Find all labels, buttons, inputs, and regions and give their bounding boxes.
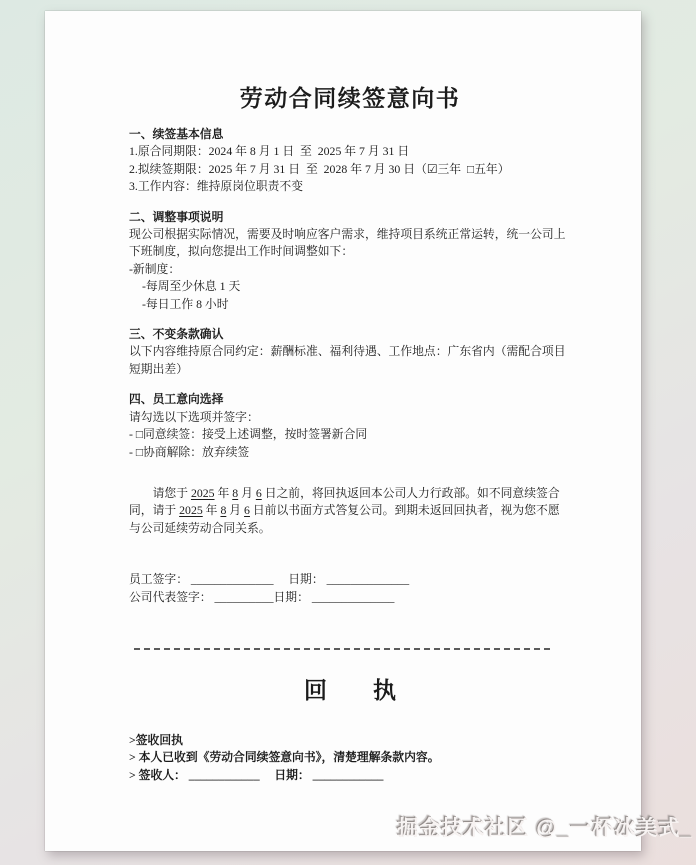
option-negotiate-terminate-line [129, 444, 571, 461]
text-segment: 6 [244, 503, 250, 518]
text-segment: 年 [214, 485, 233, 500]
signature-block [129, 571, 571, 606]
choice-instruction-line: 请勾选以下选项并签字： [129, 409, 259, 424]
text-segment: 月 [238, 485, 256, 500]
text-segment: 2025 [179, 503, 203, 518]
receipt-sign-heading: >签收回执 [129, 732, 183, 747]
document-content [129, 11, 571, 784]
receipt-title: 回 执 [304, 676, 396, 703]
section-adjustments-heading: 二、调整事项说明 [129, 209, 224, 224]
text-segment: 同意续签：接受上述调整，按时签署新合同 [143, 427, 368, 442]
section-employee-choice [129, 391, 571, 461]
text-segment: - [129, 444, 136, 459]
document-page [45, 11, 641, 851]
work-content-line: 3.工作内容：维持原岗位职责不变 [129, 179, 304, 194]
text-segment: - [129, 427, 136, 442]
text-segment: 日之前，将回执返回本公司人力行政部。如不同意续签合同，请于 [129, 485, 560, 518]
section-unchanged-terms [129, 326, 571, 378]
text-segment: 日前以书面方式答复公司。到期未返回回执者，视为您不愿与公司延续劳动合同关系。 [129, 503, 560, 535]
adjustments-paragraph: 现公司根据实际情况，需要及时响应客户需求，维持项目系统正常运转，统一公司上下班制度，拟向您提出工作时间调整如下： [129, 227, 566, 259]
work-hours-item: -每日工作 8 小时 [142, 296, 229, 311]
checkbox-agree-renew-icon: □ [135, 427, 144, 442]
employee-signature-line: 员工签字： ______________ 日期： ______________ [129, 572, 410, 587]
checkbox-three-year-checked-icon: ☑ [426, 161, 438, 176]
text-segment: 协商解除：放弃续签 [143, 444, 250, 459]
receipt-block [129, 732, 571, 784]
unchanged-terms-paragraph: 以下内容维持原合同约定：薪酬标准、福利待遇、工作地点：广东省内（需配合项目短期出差） [129, 344, 566, 376]
text-segment: 五年） [474, 161, 510, 176]
community-watermark: 掘金技术社区 @_一杯冰美式_ [397, 817, 693, 840]
text-segment: 8 [220, 503, 227, 518]
text-segment: 2.拟续签期限：2025 年 7 月 31 日 至 2028 年 7 月 30 日（ [129, 161, 427, 176]
rest-day-item: -每周至少休息 1 天 [142, 279, 241, 294]
new-policy-label: -新制度： [129, 261, 181, 276]
receipt-acknowledge-line: > 本人已收到《劳动合同续签意向书》，清楚理解条款内容。 [129, 750, 440, 765]
section-basic-heading: 一、续签基本信息 [129, 127, 224, 141]
text-segment: 月 [226, 503, 245, 518]
checkbox-negotiate-terminate-icon: □ [135, 444, 144, 459]
original-contract-term-line: 1.原合同期限：2024 年 8 月 1 日 至 2025 年 7 月 31 日 [129, 144, 410, 159]
section-adjustments [129, 209, 571, 313]
text-segment: 请您于 [152, 485, 191, 500]
option-agree-renew-line [129, 426, 571, 443]
document-title: 劳动合同续签意向书 [239, 85, 461, 111]
text-segment: 2025 [190, 485, 215, 500]
text-segment: 年 [202, 503, 221, 518]
checkbox-five-year-icon: □ [466, 161, 475, 176]
receipt-signer-line: > 签收人： ____________ 日期： ____________ [129, 767, 384, 782]
section-choice-heading: 四、员工意向选择 [129, 392, 224, 407]
text-segment: 6 [255, 485, 262, 500]
tear-dashed-line [134, 648, 550, 650]
section-unchanged-heading: 三、不变条款确认 [129, 327, 224, 342]
section-basic-info [129, 126, 571, 196]
company-signature-line: 公司代表签字： __________日期： ______________ [129, 589, 395, 604]
return-deadline-paragraph [129, 485, 571, 537]
text-segment: 8 [232, 485, 239, 500]
renewal-term-line [129, 161, 571, 178]
text-segment: 三年 [437, 161, 467, 176]
